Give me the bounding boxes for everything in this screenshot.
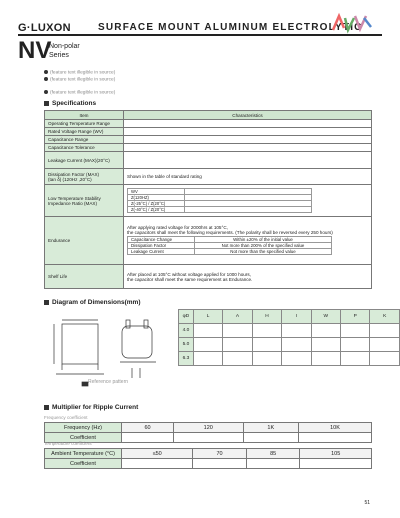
dim-cell	[341, 324, 370, 338]
temp-value: 85	[246, 449, 300, 459]
ltc-label: Low Temperature Stability	[48, 195, 101, 201]
square-bullet-icon	[44, 300, 49, 305]
spec-value	[124, 120, 372, 128]
reference-pattern-label: Reference pattern	[88, 379, 129, 385]
ltc-row: Z(120HZ)	[128, 195, 185, 201]
endurance-value	[124, 217, 372, 265]
endurance-key: Leakage Current	[128, 249, 195, 255]
dim-cell	[193, 352, 222, 366]
feature-text: (feature text illegible in source)	[50, 90, 116, 96]
feature-text: (feature text illegible in source)	[50, 77, 116, 83]
temperature-table	[44, 448, 372, 469]
frequency-caption: Frequency coefficient	[44, 415, 88, 420]
ltc-value	[124, 185, 372, 217]
endurance-text: the capacitors shall meet the following requirements. (The polarity shall be reversed every 250 hours)	[127, 230, 333, 235]
dim-row-label: 6.3	[179, 352, 194, 366]
dimensions-table	[178, 309, 400, 366]
dim-header: L	[193, 310, 222, 324]
spec-key	[45, 185, 124, 217]
dim-cell	[223, 338, 252, 352]
section-title: Diagram of Dimensions(mm)	[52, 299, 141, 306]
dimensions-heading	[44, 299, 141, 306]
shelf-text: the capacitor shall meet the same requirement as Endurance.	[127, 276, 253, 282]
ltc-row: Z(-25°C) / Z(20°C)	[128, 201, 185, 207]
spec-value	[124, 144, 372, 152]
specifications-heading	[44, 100, 96, 107]
bullet-icon	[44, 70, 48, 74]
dim-cell	[341, 352, 370, 366]
dim-header: I	[282, 310, 311, 324]
freq-value: 60	[122, 423, 174, 433]
spec-key: Operating Temperature Range	[45, 120, 124, 128]
ltc-wv: WV	[128, 189, 185, 195]
temp-value: 105	[300, 449, 372, 459]
section-title: Multiplier for Ripple Current	[52, 404, 139, 411]
series-line1: Non-polar	[49, 43, 80, 50]
dim-cell	[370, 338, 400, 352]
coefficient-cell	[243, 433, 299, 443]
dim-header: H	[252, 310, 281, 324]
freq-value: 120	[174, 423, 243, 433]
page-number: 51	[364, 500, 370, 506]
dim-header: K	[370, 310, 400, 324]
spec-value: Shown in the table of standard rating	[124, 169, 372, 185]
shelf-value	[124, 265, 372, 289]
coefficient-cell	[122, 459, 193, 469]
series-line2: Series	[49, 52, 69, 59]
dim-cell	[370, 352, 400, 366]
endurance-subtable	[127, 236, 332, 255]
spec-key: Endurance	[45, 217, 124, 265]
coefficient-cell	[299, 433, 372, 443]
specifications-table	[44, 110, 372, 289]
document-title: SURFACE MOUNT ALUMINUM ELECTROLYTIC	[98, 22, 363, 33]
spec-key: Capacitance Range	[45, 136, 124, 144]
endurance-text: After applying rated voltage for 2000hrs at 105°C,	[127, 225, 228, 230]
endurance-val: Within ±20% of the initial value	[195, 237, 332, 243]
spec-value	[124, 128, 372, 136]
dim-cell	[252, 338, 281, 352]
square-bullet-icon	[44, 405, 49, 410]
ltc-cell	[185, 207, 312, 213]
section-title: Specifications	[52, 100, 97, 107]
series-subtitle	[49, 42, 80, 60]
feature-item	[44, 90, 115, 95]
coefficient-label: Coefficient	[45, 433, 122, 443]
spec-key: Capacitance Tolerance	[45, 144, 124, 152]
spec-value	[124, 152, 372, 169]
spec-value	[124, 136, 372, 144]
dim-header: W	[311, 310, 340, 324]
coefficient-cell	[246, 459, 300, 469]
feature-item	[44, 70, 115, 75]
freq-value: 10K	[299, 423, 372, 433]
shelf-text: After placed at 105°C without voltage applied for 1000 hours,	[127, 271, 251, 277]
feature-text: (feature text illegible in source)	[50, 70, 116, 76]
dim-cell	[252, 324, 281, 338]
coefficient-label: Coefficient	[45, 459, 122, 469]
series-code: NV	[18, 37, 52, 64]
item-header: Item	[45, 111, 124, 120]
dim-cell	[311, 338, 340, 352]
ltc-subtable	[127, 188, 312, 213]
dim-cell	[341, 338, 370, 352]
temperature-caption: Temperature coefficient	[44, 441, 92, 446]
coefficient-cell	[174, 433, 243, 443]
df-sublabel: (tan δ) (120Hz ,20°C)	[48, 176, 92, 182]
dim-row-label: 5.0	[179, 338, 194, 352]
spec-key: Rated Voltage Range (WV)	[45, 128, 124, 136]
ltc-row: Z(-40°C) / Z(20°C)	[128, 207, 185, 213]
feature-item	[44, 77, 115, 82]
endurance-key: Dissipation Factor	[128, 243, 195, 249]
endurance-val: Not more than the specified value	[195, 249, 332, 255]
ripple-heading	[44, 404, 138, 411]
dim-cell	[282, 338, 311, 352]
bullet-icon	[44, 77, 48, 81]
dim-cell	[223, 324, 252, 338]
spec-key	[45, 169, 124, 185]
dim-cell	[252, 352, 281, 366]
temp-value: 70	[193, 449, 247, 459]
coefficient-cell	[193, 459, 247, 469]
title-rule	[18, 34, 382, 36]
dim-row-label: 4.0	[179, 324, 194, 338]
dim-cell	[193, 324, 222, 338]
ltc-sublabel: Impedance Ratio (MAX)	[48, 200, 98, 206]
coefficient-cell	[122, 433, 174, 443]
dim-cell	[311, 352, 340, 366]
freq-value: 1K	[243, 423, 299, 433]
temp-label: Ambient Temperature (°C)	[45, 449, 122, 459]
dim-cell	[282, 352, 311, 366]
dim-cell	[311, 324, 340, 338]
df-label: Dissipation Factor (MAX)	[48, 171, 100, 177]
coefficient-cell	[300, 459, 372, 469]
dim-header: φD	[179, 310, 194, 324]
dim-cell	[193, 338, 222, 352]
temp-value: ≤50	[122, 449, 193, 459]
freq-label: Frequency (Hz)	[45, 423, 122, 433]
characteristics-header: Characteristics	[124, 111, 372, 120]
spec-key: Shelf Life	[45, 265, 124, 289]
brand-logo: G·LUXON	[18, 22, 71, 34]
dim-header: P	[341, 310, 370, 324]
dim-cell	[223, 352, 252, 366]
endurance-val: Not more than 200% of the specified value	[195, 243, 332, 249]
spec-key: Leakage Current (MAX)(20°C)	[45, 152, 124, 169]
dim-header: A	[223, 310, 252, 324]
bullet-icon	[44, 90, 48, 94]
square-bullet-icon	[44, 101, 49, 106]
dim-cell	[282, 324, 311, 338]
frequency-table	[44, 422, 372, 443]
dim-cell	[370, 324, 400, 338]
endurance-key: Capacitance Change	[128, 237, 195, 243]
